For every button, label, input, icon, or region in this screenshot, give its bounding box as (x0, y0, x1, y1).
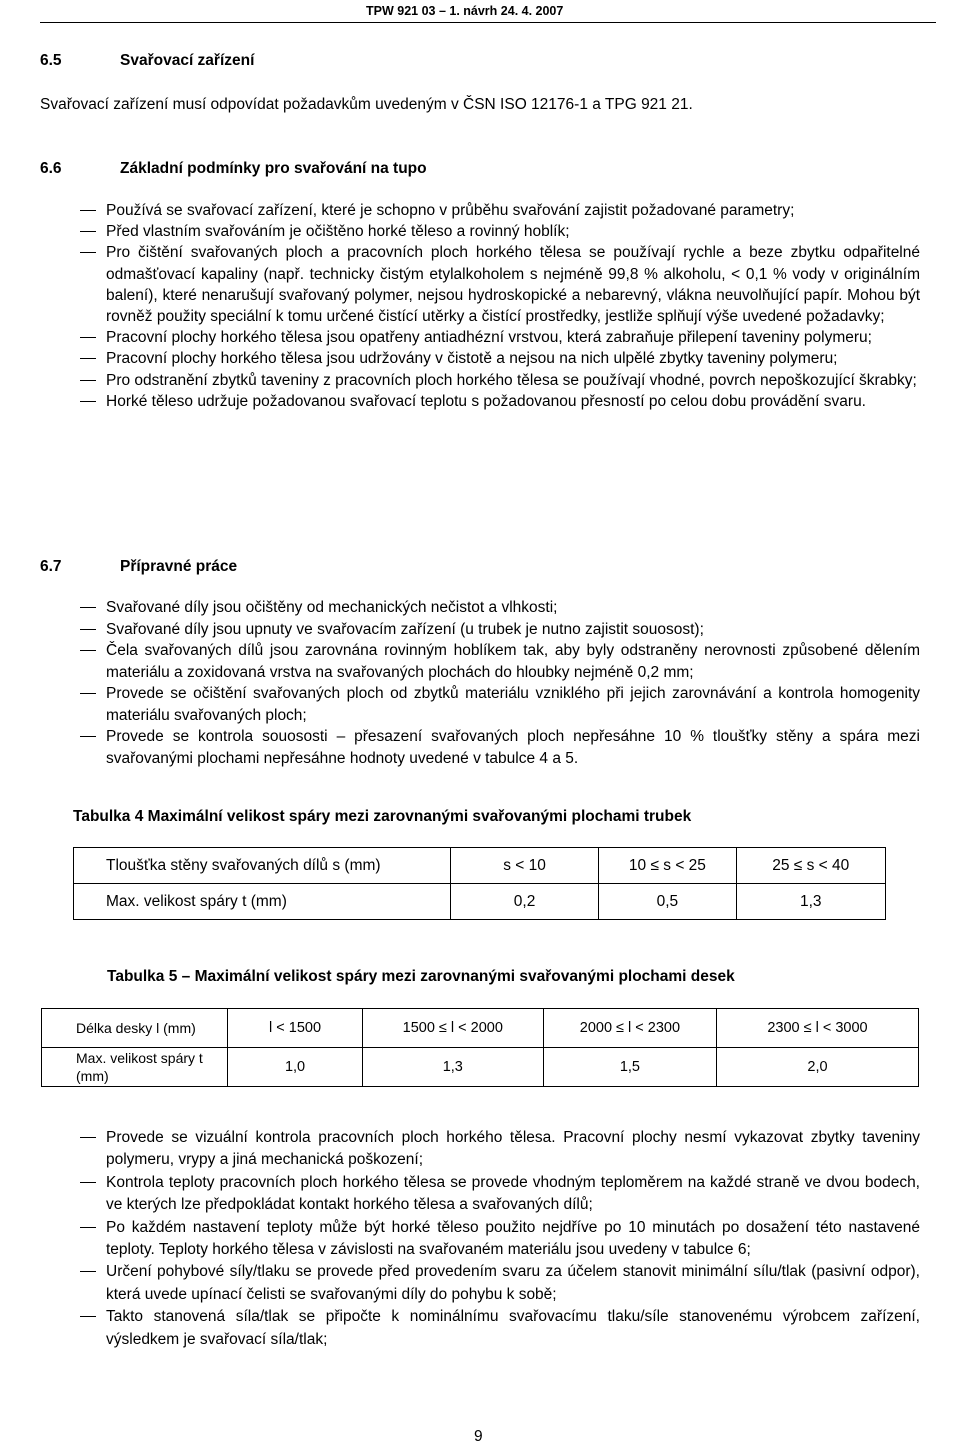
list-item: Pracovní plochy horkého tělesa jsou udržovány v čistotě a nejsou na nich ulpělé zbytky taveniny polymeru; (80, 348, 920, 369)
section-number: 6.6 (40, 160, 62, 177)
section-heading-6-7 (40, 558, 440, 578)
header-rule (40, 22, 936, 23)
table-cell: 25 ≤ s < 40 (736, 848, 885, 884)
list-item: Takto stanovená síla/tlak se připočte k nominálnímu svařovacímu tlaku/síle stanovenému výrobcem zařízení, výsledkem je svařovací síla/tlak; (80, 1306, 920, 1351)
table-row (74, 884, 886, 920)
dash-bullet (80, 231, 96, 232)
section-heading-6-6 (40, 160, 540, 180)
dash-bullet (80, 693, 96, 694)
dash-bullet (80, 401, 96, 402)
table-cell: 1,3 (362, 1048, 543, 1087)
list-item: Svařované díly jsou očištěny od mechanických nečistot a vlhkosti; (80, 597, 920, 619)
table-row (42, 1009, 919, 1048)
dash-bullet (80, 650, 96, 651)
dash-bullet (80, 629, 96, 630)
section-title: Svařovací zařízení (120, 52, 255, 69)
table-5 (41, 1008, 919, 1087)
table-cell: Max. velikost spáry t (mm) (42, 1048, 228, 1087)
table-cell: s < 10 (450, 848, 599, 884)
final-list (80, 1127, 920, 1351)
section-title: Základní podmínky pro svařování na tupo (120, 160, 427, 177)
table-row (42, 1048, 919, 1087)
dash-bullet (80, 1137, 96, 1138)
section-number: 6.7 (40, 558, 62, 575)
page-number: 9 (474, 1428, 483, 1445)
dash-bullet (80, 736, 96, 737)
list-item: Určení pohybové síly/tlaku se provede před provedením svaru za účelem stanovit minimální sílu/tlak (pasivní odpor), která uvede upínací čelisti se svařovanými díly do pohybu k sobě; (80, 1261, 920, 1306)
list-item: Kontrola teploty pracovních ploch horkého tělesa se provede vhodným teploměrem na každé straně ve dvou bodech, ve kterých lze předpokládat kontakt horkého tělesa a svařovaných dílů; (80, 1172, 920, 1217)
table-cell: 1,5 (543, 1048, 716, 1087)
list-item: Před vlastním svařováním je očištěno horké těleso a rovinný hoblík; (80, 221, 920, 242)
list-item: Provede se očištění svařovaných ploch od zbytků materiálu vzniklého při jejich zarovnávání a kontrola homogenity materiálu svařovaných ploch; (80, 683, 920, 726)
section-number: 6.5 (40, 52, 62, 69)
dash-bullet (80, 358, 96, 359)
dash-bullet (80, 252, 96, 253)
table-cell: Délka desky l (mm) (42, 1009, 228, 1048)
list-item: Čela svařovaných dílů jsou zarovnána rovinným hoblíkem tak, aby byly odstraněny nerovnosti způsobené dělením materiálu a zoxidovaná vrstva na svařovaných plochách do hloubky nejméně 0,2 mm; (80, 640, 920, 683)
section-heading-6-5 (40, 52, 440, 72)
table-cell: 2000 ≤ l < 2300 (543, 1009, 716, 1048)
dash-bullet (80, 210, 96, 211)
list-item: Pro čištění svařovaných ploch a pracovních ploch horkého tělesa se používají rychle a beze zbytku odpařitelné odmašťovací kapaliny (např. technicky čistým etylalkoholem s nejméně 99,8 % alkoholu, < 0,1 % vody v originálním balení), které nenarušují svařovaný polymer, nejsou hydroskopické a nebarevný, vlákna neuvolňující papír. Mohou být rovněž použity speciální k tomu určené čistící utěrky a čistící prostředky, jestliže splňují výše uvedené požadavky; (80, 242, 920, 327)
list-item: Po každém nastavení teploty může být horké těleso použito nejdříve po 10 minutách po dosažení této nastavené teploty. Teploty horkého tělesa v závislosti na svařovaném materiálu jsou uvedeny v tabulce 6; (80, 1217, 920, 1262)
table-cell: 1,0 (228, 1048, 362, 1087)
table-row (74, 848, 886, 884)
dash-bullet (80, 380, 96, 381)
list-item: Provede se kontrola souososti – přesazení svařovaných ploch nepřesáhne 10 % tloušťky stěny a spára mezi svařovanými plochami nepřesáhne hodnoty uvedené v tabulce 4 a 5. (80, 726, 920, 769)
list-item: Svařované díly jsou upnuty ve svařovacím zařízení (u trubek je nutno zajistit souosost); (80, 619, 920, 641)
dash-bullet (80, 1227, 96, 1228)
list-item: Horké těleso udržuje požadovanou svařovací teplotu s požadovanou přesností po celou dobu provádění svaru. (80, 391, 920, 412)
dash-bullet (80, 1271, 96, 1272)
table-cell: 0,2 (450, 884, 599, 920)
table-cell: 0,5 (599, 884, 736, 920)
section-6-5-paragraph: Svařovací zařízení musí odpovídat požadavkům uvedeným v ČSN ISO 12176-1 a TPG 921 21. (40, 96, 693, 113)
table-4-caption: Tabulka 4 Maximální velikost spáry mezi zarovnanými svařovanými plochami trubek (73, 808, 692, 825)
document-code: TPW 921 03 – 1. návrh 24. 4. 2007 (366, 4, 564, 18)
table-cell: Max. velikost spáry t (mm) (74, 884, 451, 920)
dash-bullet (80, 1316, 96, 1317)
table-cell: 2,0 (716, 1048, 918, 1087)
table-cell: 1,3 (736, 884, 885, 920)
table-cell: l < 1500 (228, 1009, 362, 1048)
section-title: Přípravné práce (120, 558, 238, 575)
table-cell: Tloušťka stěny svařovaných dílů s (mm) (74, 848, 451, 884)
table-5-caption: Tabulka 5 – Maximální velikost spáry mezi zarovnanými svařovanými plochami desek (107, 968, 735, 985)
table-cell: 10 ≤ s < 25 (599, 848, 736, 884)
table-cell: 2300 ≤ l < 3000 (716, 1009, 918, 1048)
list-item: Pro odstranění zbytků taveniny z pracovních ploch horkého tělesa se používají vhodné, povrch nepoškozující škrabky; (80, 370, 920, 391)
dash-bullet (80, 337, 96, 338)
list-item: Používá se svařovací zařízení, které je schopno v průběhu svařování zajistit požadované parametry; (80, 200, 920, 221)
section-6-7-list (80, 597, 920, 769)
table-4 (73, 847, 886, 920)
list-item: Pracovní plochy horkého tělesa jsou opatřeny antiadhézní vrstvou, která zabraňuje přilepení taveniny polymeru; (80, 327, 920, 348)
list-item: Provede se vizuální kontrola pracovních ploch horkého tělesa. Pracovní plochy nesmí vykazovat zbytky taveniny polymeru, vrypy a jiná mechanická poškození; (80, 1127, 920, 1172)
table-cell: 1500 ≤ l < 2000 (362, 1009, 543, 1048)
dash-bullet (80, 1182, 96, 1183)
section-6-6-list (80, 200, 920, 412)
dash-bullet (80, 607, 96, 608)
